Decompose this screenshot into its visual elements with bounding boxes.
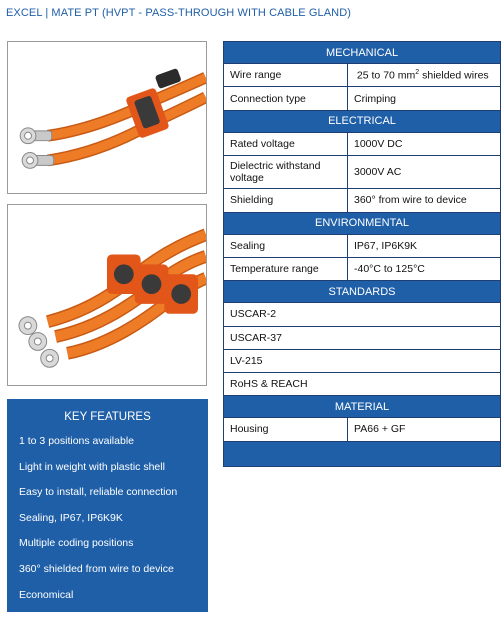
feature-item: 1 to 3 positions available — [19, 435, 134, 447]
feature-item: Multiple coding positions — [19, 537, 134, 550]
spec-row — [224, 156, 501, 189]
product-photo-triple — [7, 204, 207, 386]
table-footer-bar — [224, 441, 501, 466]
spec-value: Crimping — [348, 87, 501, 110]
standard-item: USCAR-37 — [224, 326, 501, 349]
section-header-mechanical — [224, 42, 501, 64]
section-title: MATERIAL — [224, 396, 501, 418]
product-photo-single — [7, 41, 207, 194]
standard-row — [224, 349, 501, 372]
standard-item: RoHS & REACH — [224, 372, 501, 395]
section-title: STANDARDS — [224, 281, 501, 303]
feature-item: 360° shielded from wire to device — [19, 562, 174, 575]
product-image-2 — [8, 205, 206, 385]
section-header-electrical — [224, 110, 501, 132]
spec-value: 3000V AC — [348, 156, 501, 189]
key-features-list — [7, 434, 208, 613]
footer-fill — [224, 441, 501, 466]
spec-label: Connection type — [224, 87, 348, 110]
spec-value: 1000V DC — [348, 132, 501, 155]
spec-row — [224, 234, 501, 257]
spec-row — [224, 189, 501, 212]
standard-row — [224, 303, 501, 326]
spec-value-wire-range: 25 to 70 $mm^2$ shielded wires — [348, 64, 501, 87]
feature-item: Easy to install, reliable connection — [19, 486, 178, 499]
feature-item: Light in weight with plastic shell — [19, 460, 165, 473]
spec-label: Sealing — [224, 234, 348, 257]
spec-label: Wire range — [224, 64, 348, 87]
spec-row — [224, 132, 501, 155]
spec-row — [224, 257, 501, 280]
section-header-material — [224, 396, 501, 418]
spec-label: Temperature range — [224, 257, 348, 280]
spec-row — [224, 87, 501, 110]
spec-value: -40°C to 125°C — [348, 257, 501, 280]
section-title: ENVIRONMENTAL — [224, 212, 501, 234]
spec-label: Rated voltage — [224, 132, 348, 155]
standard-row — [224, 326, 501, 349]
spec-table — [223, 41, 501, 467]
spec-row — [224, 64, 501, 87]
key-features-panel — [7, 399, 208, 612]
feature-item: Economical — [19, 588, 74, 601]
product-image-1 — [8, 42, 206, 193]
standard-item: LV-215 — [224, 349, 501, 372]
section-header-standards — [224, 281, 501, 303]
page-title: EXCEL | MATE PT (HVPT - PASS-THROUGH WITH CABLE GLAND) — [6, 7, 352, 19]
feature-item: Sealing, IP67, IP6K9K — [19, 511, 123, 524]
spec-value: 360° from wire to device — [348, 189, 501, 212]
standard-item: USCAR-2 — [224, 303, 501, 326]
section-title: MECHANICAL — [224, 42, 501, 64]
spec-label: Shielding — [224, 189, 348, 212]
key-features-title: KEY FEATURES — [64, 411, 151, 423]
spec-label: Housing — [224, 418, 348, 441]
standard-row — [224, 372, 501, 395]
spec-label: Dielectric withstand voltage — [224, 156, 348, 189]
spec-row — [224, 418, 501, 441]
spec-value: IP67, IP6K9K — [348, 234, 501, 257]
spec-value: PA66 + GF — [348, 418, 501, 441]
section-header-environmental — [224, 212, 501, 234]
section-title: ELECTRICAL — [224, 110, 501, 132]
